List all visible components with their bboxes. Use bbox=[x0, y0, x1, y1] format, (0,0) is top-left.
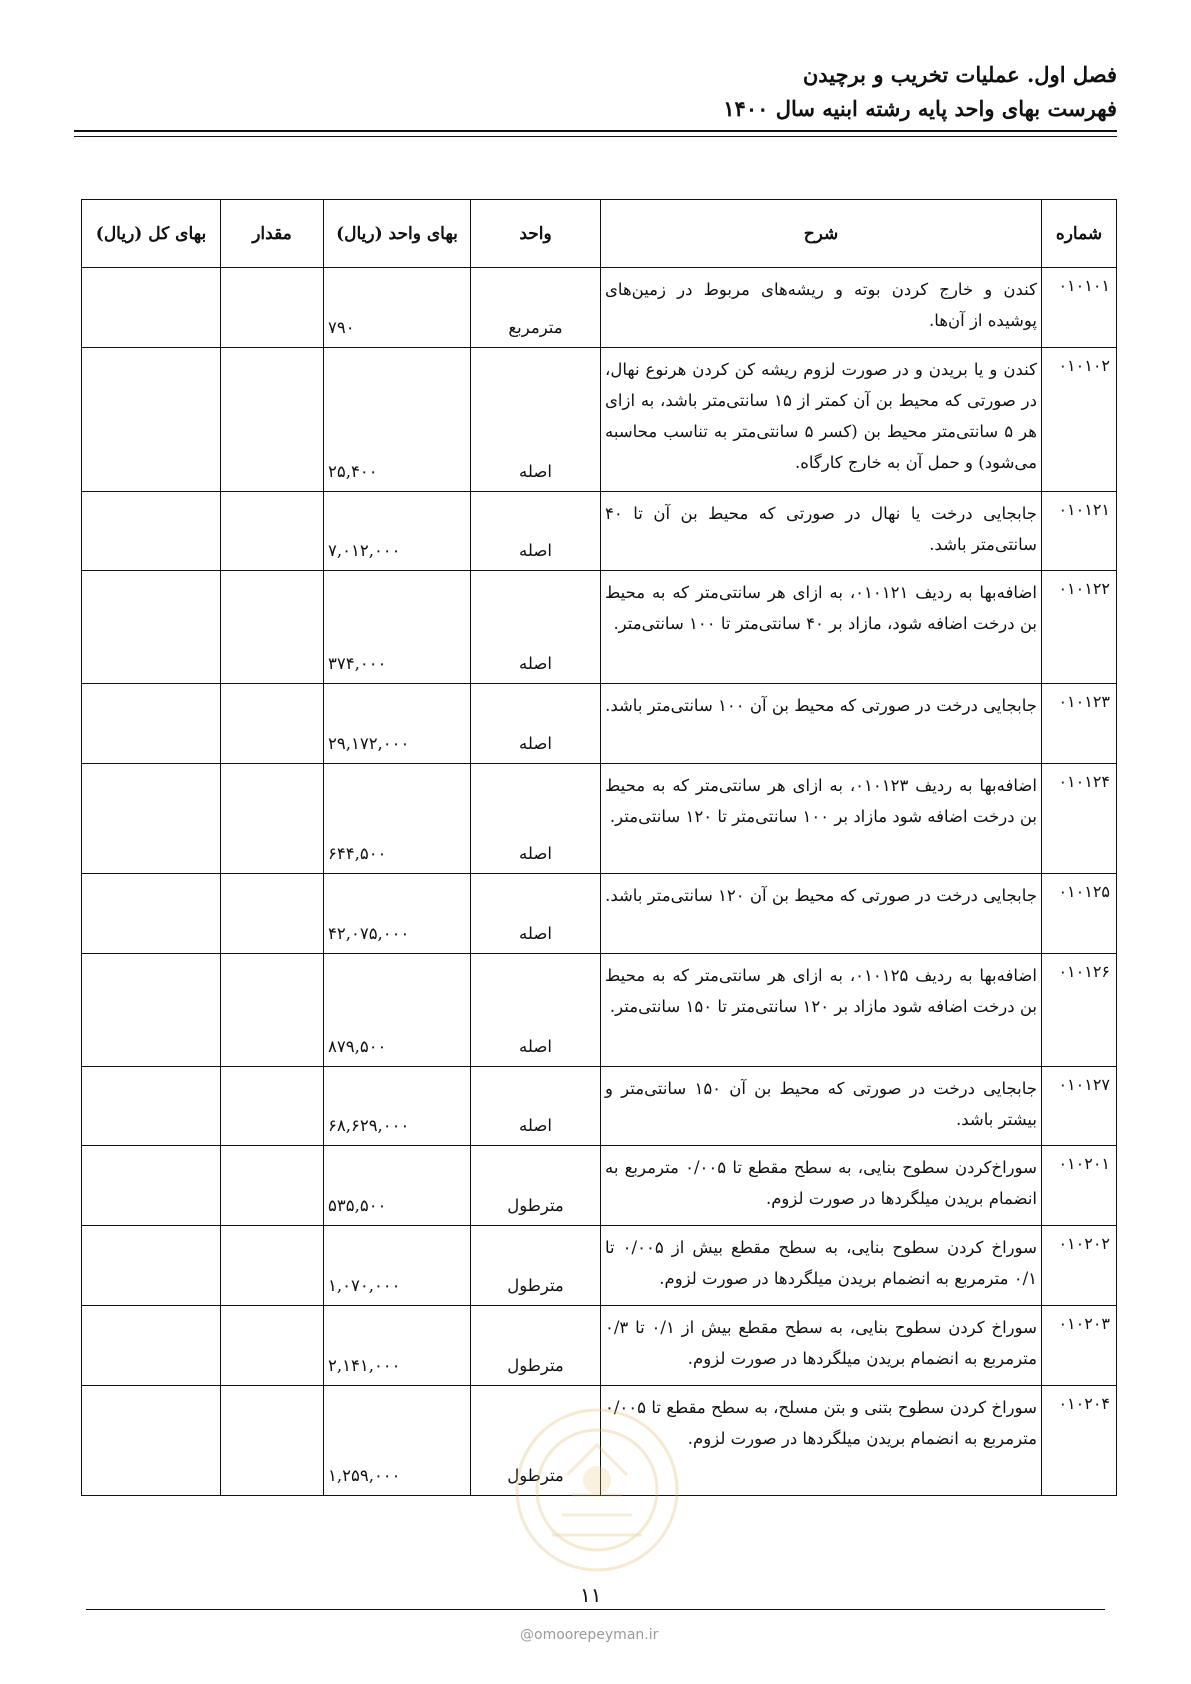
item-quantity bbox=[221, 684, 324, 764]
item-unit-price: ۱,۰۷۰,۰۰۰ bbox=[324, 1226, 471, 1306]
item-number: ۰۱۰۲۰۴ bbox=[1042, 1386, 1117, 1496]
item-total bbox=[82, 684, 221, 764]
item-unit: مترمربع bbox=[471, 268, 601, 348]
header-rule-thick bbox=[74, 130, 1117, 132]
item-unit-price: ۷۹۰ bbox=[324, 268, 471, 348]
item-description: اضافه‌بها به ردیف ۰۱۰۱۲۵، به ازای هر سانتی‌متر که به محیط بن درخت اضافه شود مازاد بر ۱۲۰ سانتی‌متر تا ۱۵۰ سانتی‌متر. bbox=[601, 954, 1042, 1067]
col-description-header: شرح bbox=[601, 200, 1042, 268]
item-description: جابجایی درخت در صورتی که محیط بن آن ۱۵۰ سانتی‌متر و بیشتر باشد. bbox=[601, 1067, 1042, 1146]
page-header bbox=[723, 58, 1117, 126]
item-total bbox=[82, 571, 221, 684]
item-quantity bbox=[221, 1146, 324, 1226]
item-quantity bbox=[221, 1306, 324, 1386]
item-quantity bbox=[221, 1067, 324, 1146]
item-unit-price: ۶۸,۶۲۹,۰۰۰ bbox=[324, 1067, 471, 1146]
item-unit: اصله bbox=[471, 1067, 601, 1146]
item-unit-price: ۱,۲۵۹,۰۰۰ bbox=[324, 1386, 471, 1496]
item-quantity bbox=[221, 492, 324, 571]
item-description: جابجایی درخت در صورتی که محیط بن آن ۱۲۰ سانتی‌متر باشد. bbox=[601, 874, 1042, 954]
item-total bbox=[82, 764, 221, 874]
item-unit: مترطول bbox=[471, 1226, 601, 1306]
table-row bbox=[82, 1067, 1117, 1146]
col-total-header: بهای کل (ریال) bbox=[82, 200, 221, 268]
item-number: ۰۱۰۱۲۵ bbox=[1042, 874, 1117, 954]
item-unit-price: ۵۳۵,۵۰۰ bbox=[324, 1146, 471, 1226]
item-unit-price: ۷,۰۱۲,۰۰۰ bbox=[324, 492, 471, 571]
table-row bbox=[82, 1226, 1117, 1306]
table-row bbox=[82, 874, 1117, 954]
item-quantity bbox=[221, 764, 324, 874]
item-description: جابجایی درخت یا نهال در صورتی که محیط بن آن تا ۴۰ سانتی‌متر باشد. bbox=[601, 492, 1042, 571]
omoorepeyman-watermark-logo bbox=[512, 1405, 682, 1575]
col-quantity-header: مقدار bbox=[221, 200, 324, 268]
item-total bbox=[82, 954, 221, 1067]
item-unit-price: ۴۲,۰۷۵,۰۰۰ bbox=[324, 874, 471, 954]
item-unit: اصله bbox=[471, 764, 601, 874]
item-total bbox=[82, 1306, 221, 1386]
item-quantity bbox=[221, 1226, 324, 1306]
item-total bbox=[82, 1386, 221, 1496]
item-unit-price: ۲۵,۴۰۰ bbox=[324, 348, 471, 492]
item-unit: مترطول bbox=[471, 1386, 601, 1496]
item-total bbox=[82, 348, 221, 492]
document-subtitle: فهرست بهای واحد پایه رشته ابنیه سال ۱۴۰۰ bbox=[723, 96, 1117, 121]
page-number: ۱۱ bbox=[580, 1583, 602, 1607]
item-number: ۰۱۰۲۰۱ bbox=[1042, 1146, 1117, 1226]
item-description: سوراخ‌کردن سطوح بنایی، به سطح مقطع تا ۰/۰۰۵ مترمربع به انضمام بریدن میلگردها در صورت لزوم. bbox=[601, 1146, 1042, 1226]
item-unit: اصله bbox=[471, 571, 601, 684]
item-number: ۰۱۰۱۲۳ bbox=[1042, 684, 1117, 764]
item-number: ۰۱۰۱۰۲ bbox=[1042, 348, 1117, 492]
item-unit-price: ۳۷۴,۰۰۰ bbox=[324, 571, 471, 684]
item-quantity bbox=[221, 571, 324, 684]
item-description: اضافه‌بها به ردیف ۰۱۰۱۲۱، به ازای هر سانتی‌متر که به محیط بن درخت اضافه شود، مازاد بر ۴۰ سانتی‌متر تا ۱۰۰ سانتی‌متر. bbox=[601, 571, 1042, 684]
footer-rule bbox=[86, 1609, 1105, 1610]
item-unit: مترطول bbox=[471, 1146, 601, 1226]
item-quantity bbox=[221, 348, 324, 492]
item-unit: اصله bbox=[471, 492, 601, 571]
item-number: ۰۱۰۱۲۴ bbox=[1042, 764, 1117, 874]
table-row bbox=[82, 954, 1117, 1067]
item-number: ۰۱۰۲۰۳ bbox=[1042, 1306, 1117, 1386]
table-header-row bbox=[82, 200, 1117, 268]
item-number: ۰۱۰۱۰۱ bbox=[1042, 268, 1117, 348]
item-quantity bbox=[221, 268, 324, 348]
table-row bbox=[82, 764, 1117, 874]
item-description: اضافه‌بها به ردیف ۰۱۰۱۲۳، به ازای هر سانتی‌متر که به محیط بن درخت اضافه شود مازاد بر ۱۰۰ سانتی‌متر تا ۱۲۰ سانتی‌متر. bbox=[601, 764, 1042, 874]
item-number: ۰۱۰۲۰۲ bbox=[1042, 1226, 1117, 1306]
item-unit-price: ۲۹,۱۷۲,۰۰۰ bbox=[324, 684, 471, 764]
col-number-header: شماره bbox=[1042, 200, 1117, 268]
table-row bbox=[82, 1306, 1117, 1386]
item-total bbox=[82, 1067, 221, 1146]
item-unit-price: ۲,۱۴۱,۰۰۰ bbox=[324, 1306, 471, 1386]
item-number: ۰۱۰۱۲۲ bbox=[1042, 571, 1117, 684]
item-number: ۰۱۰۱۲۱ bbox=[1042, 492, 1117, 571]
table-row bbox=[82, 268, 1117, 348]
item-unit-price: ۸۷۹,۵۰۰ bbox=[324, 954, 471, 1067]
item-unit-price: ۶۴۴,۵۰۰ bbox=[324, 764, 471, 874]
item-description: کندن و خارج کردن بوته و ریشه‌های مربوط در زمین‌های پوشیده از آن‌ها. bbox=[601, 268, 1042, 348]
item-description: کندن و یا بریدن و در صورت لزوم ریشه کن کردن هرنوع نهال، در صورتی که محیط بن آن کمتر از ۱۵ سانتی‌متر باشد، به ازای هر ۵ سانتی‌متر محیط بن (کسر ۵ سانتی‌متر به تناسب محاسبه می‌شود) و حمل آن به خارج کارگاه. bbox=[601, 348, 1042, 492]
table-row bbox=[82, 571, 1117, 684]
item-number: ۰۱۰۱۲۶ bbox=[1042, 954, 1117, 1067]
chapter-title: فصل اول. عملیات تخریب و برچیدن bbox=[802, 62, 1117, 87]
table-row bbox=[82, 684, 1117, 764]
item-total bbox=[82, 1146, 221, 1226]
item-description: سوراخ کردن سطوح بنایی، به سطح مقطع بیش از ۰/۰۰۵ تا ۰/۱ مترمربع به انضمام بریدن میلگردها در صورت لزوم. bbox=[601, 1226, 1042, 1306]
item-unit: اصله bbox=[471, 874, 601, 954]
item-description: جابجایی درخت در صورتی که محیط بن آن ۱۰۰ سانتی‌متر باشد. bbox=[601, 684, 1042, 764]
item-quantity bbox=[221, 874, 324, 954]
price-table bbox=[81, 199, 1117, 1496]
item-number: ۰۱۰۱۲۷ bbox=[1042, 1067, 1117, 1146]
item-unit: اصله bbox=[471, 954, 601, 1067]
header-rule-thin bbox=[74, 136, 1117, 137]
item-total bbox=[82, 874, 221, 954]
item-description: سوراخ کردن سطوح بتنی و بتن مسلح، به سطح مقطع تا ۰/۰۰۵ مترمربع به انضمام بریدن میلگردها در صورت لزوم. bbox=[601, 1386, 1042, 1496]
item-total bbox=[82, 268, 221, 348]
table-row bbox=[82, 1146, 1117, 1226]
item-quantity bbox=[221, 1386, 324, 1496]
col-unit-header: واحد bbox=[471, 200, 601, 268]
table-row bbox=[82, 348, 1117, 492]
table-row bbox=[82, 492, 1117, 571]
item-quantity bbox=[221, 954, 324, 1067]
item-total bbox=[82, 1226, 221, 1306]
item-description: سوراخ کردن سطوح بنایی، به سطح مقطع بیش از ۰/۱ تا ۰/۳ مترمربع به انضمام بریدن میلگردها در صورت لزوم. bbox=[601, 1306, 1042, 1386]
item-unit: اصله bbox=[471, 684, 601, 764]
col-unit-price-header: بهای واحد (ریال) bbox=[324, 200, 471, 268]
item-unit: مترطول bbox=[471, 1306, 601, 1386]
item-total bbox=[82, 492, 221, 571]
site-watermark: @omoorepeyman.ir bbox=[520, 1627, 659, 1643]
item-unit: اصله bbox=[471, 348, 601, 492]
